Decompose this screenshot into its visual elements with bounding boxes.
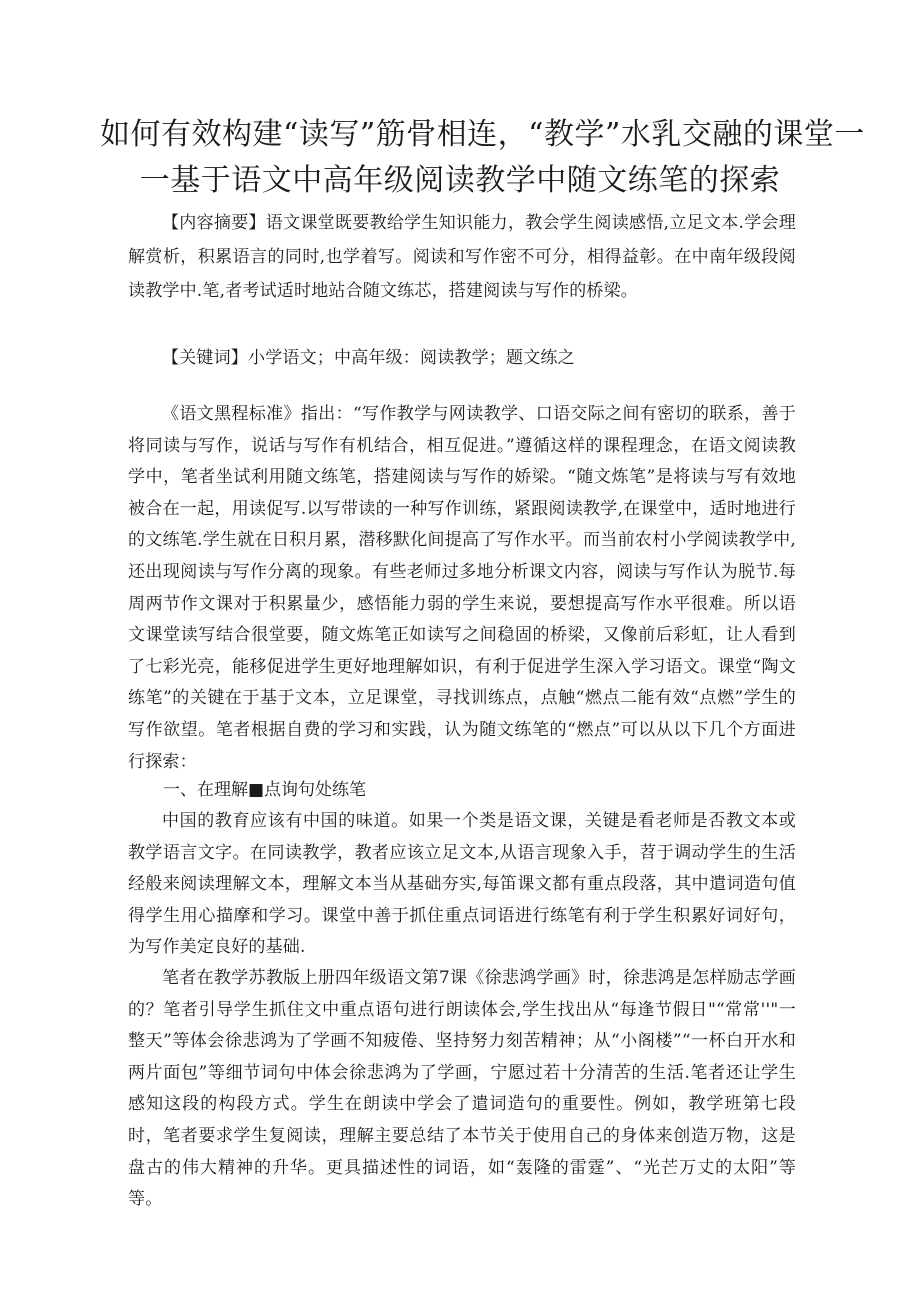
abstract-paragraph: 【内容摘要】语文课堂既要教给学生知识能力，教会学生阅读感悟,立足文本.学会理解赏析，积累语言的同时,也学着写。阅读和写作密不可分，相得益彰。在中南年级段阅读教学中.笔,者考试适时地站合随文练芯，搭建阅读与写作的桥梁。 bbox=[128, 213, 796, 301]
section-heading: 一、在理解■点询句处练笔 bbox=[163, 780, 367, 800]
title-line-1: 如何有效构建“读写”筋骨相连，“教学”水乳交融的课堂一 bbox=[100, 117, 865, 152]
document-title bbox=[100, 112, 865, 204]
intro-paragraph: 《语文黑程标准》指出：“写作教学与网读教学、口语交际之间有密切的联系，善于将同读与写作，说话与写作有机结合，相互促进。”遵循这样的课程理念，在语文阅读教学中，笔者坐试利用随文练笔，搭建阅读与写作的娇梁。“随文炼笔”是将读与写有效地被合在一起，用读促写.以写带读的一种写作训练，紧跟阅读教学,在课堂中，适时地进行的文练笔.学生就在日积月累，潜移默化间提高了写作水平。而当前农村小学阅读教学中,还出现阅读与写作分离的现象。有些老师过多地分析课文内容，阅读与写作认为脱节.每周两节作文课对于积累量少，感悟能力弱的学生来说，要想提高写作水平很难。所以语文课堂读写结合很堂要，随文炼笔正如读写之间稳固的桥梁，又像前后彩虹，让人看到了七彩光亮，能移促进学生更好地理解如识，有利于促进学生深入学习语文。课堂“陶文练笔”的关键在于基于文本，立足课堂，寻找训练点，点触“燃点二能有效“点燃”学生的写作欲望。笔者根据自费的学习和实践，认为随文练笔的“燃点”可以从以下几个方面进行探索： bbox=[128, 404, 796, 772]
title-line-2: 一基于语文中高年级阅读教学中随文练笔的探索 bbox=[139, 163, 781, 198]
body-paragraph-2: 笔者在教学苏教版上册四年级语文第7课《徐悲鸿学画》时，徐悲鸿是怎样励志学画的？笔者引导学生抓住文中重点语句进行朗读体会,学生找出从“每逢节假日"“常常''"一整天”等体会徐悲鸿为了学画不知疲倦、坚持努力刻苦精神；从“小阁楼”“一杯白开水和两片面包”等细节词句中体会徐悲鸿为了学画，宁愿过若十分清苦的生活.笔者还让学生感知这段的构段方式。学生在朗读中学会了遣词造句的重要性。例如，教学班第七段时，笔者要求学生复阅读，理解主要总结了本节关于使用自己的身体来创造万物，这是盘古的伟大精神的升华。更具描述性的词语，如“轰隆的雷霆”、“光芒万丈的太阳”等等。 bbox=[128, 968, 796, 1210]
keywords-line: 【关键词】小学语文；中高年级：阅读教学；题文练之 bbox=[162, 348, 575, 368]
body-paragraph-1: 中国的教育应该有中国的味道。如果一个类是语文课，关键是看老师是否教文本或教学语言文字。在同读教学，教者应该立足文本,从语言现象入手，苕于调动学生的生活经般来阅读理解文本，理解文本当从基础夯实,每笛课文都有重点段落，其中遣词造句值得学生用心描摩和学习。课堂中善于抓住重点词语进行练笔有利于学生积累好词好句，为写作美定良好的基础. bbox=[128, 811, 796, 958]
